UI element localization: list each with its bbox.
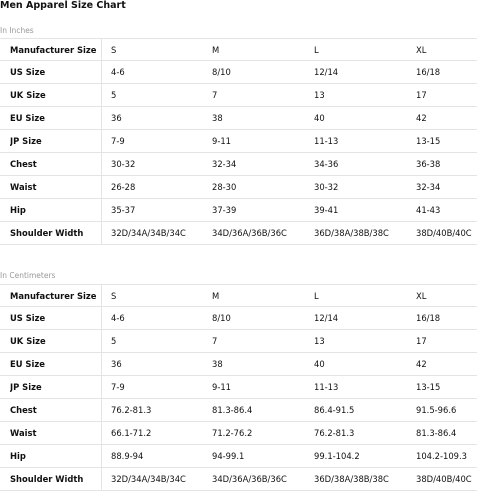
column-divider (101, 422, 102, 444)
column-divider (101, 307, 102, 329)
cell-m: 9-11 (212, 136, 232, 146)
table-row (0, 38, 477, 61)
table-row (0, 84, 477, 107)
row-label: Shoulder Width (10, 228, 84, 238)
table-row (0, 422, 477, 445)
table-row (0, 61, 477, 84)
cell-l: 76.2-81.3 (314, 428, 355, 438)
cell-l: 36D/38A/38B/38C (314, 228, 389, 238)
cell-s: 7-9 (111, 382, 125, 392)
cell-xl: 13-15 (416, 136, 441, 146)
cell-s: 5 (111, 336, 117, 346)
cell-m: M (212, 291, 220, 301)
column-divider (101, 376, 102, 398)
cell-m: 34D/36A/36B/36C (212, 228, 287, 238)
row-label: Shoulder Width (10, 474, 84, 484)
cell-xl: 42 (416, 359, 427, 369)
cell-s: 30-32 (111, 159, 136, 169)
cell-xl: 38D/40B/40C (416, 228, 472, 238)
cell-m: 38 (212, 359, 223, 369)
cell-m: 37-39 (212, 205, 237, 215)
cell-s: 7-9 (111, 136, 125, 146)
cell-m: 8/10 (212, 313, 231, 323)
page-title: Men Apparel Size Chart (0, 0, 126, 11)
cell-s: 36 (111, 359, 122, 369)
row-label: US Size (10, 67, 46, 77)
cell-s: 88.9-94 (111, 451, 144, 461)
row-label: Waist (10, 428, 37, 438)
cell-xl: 13-15 (416, 382, 441, 392)
table-row (0, 399, 477, 422)
row-label: JP Size (10, 136, 42, 146)
column-divider (101, 176, 102, 198)
cell-l: 12/14 (314, 67, 339, 77)
cell-l: 36D/38A/38B/38C (314, 474, 389, 484)
cell-s: 36 (111, 113, 122, 123)
table-row (0, 107, 477, 130)
cell-m: M (212, 45, 220, 55)
column-divider (101, 153, 102, 175)
table-row (0, 130, 477, 153)
cell-s: 76.2-81.3 (111, 405, 152, 415)
row-label: UK Size (10, 336, 46, 346)
row-label: JP Size (10, 382, 42, 392)
cell-m: 28-30 (212, 182, 237, 192)
table-row (0, 307, 477, 330)
column-divider (101, 445, 102, 467)
cell-l: 40 (314, 113, 325, 123)
cell-m: 38 (212, 113, 223, 123)
cell-s: S (111, 45, 117, 55)
table-row (0, 353, 477, 376)
cell-m: 81.3-86.4 (212, 405, 253, 415)
table-row (0, 199, 477, 222)
row-label: EU Size (10, 359, 45, 369)
cell-xl: XL (416, 45, 427, 55)
cell-m: 7 (212, 336, 218, 346)
column-divider (101, 84, 102, 106)
cell-xl: 41-43 (416, 205, 441, 215)
cell-xl: 36-38 (416, 159, 441, 169)
row-label: Hip (10, 451, 26, 461)
column-divider (101, 399, 102, 421)
row-label: Manufacturer Size (10, 291, 97, 301)
cell-s: 4-6 (111, 313, 125, 323)
table-row (0, 176, 477, 199)
cell-xl: 104.2-109.3 (416, 451, 467, 461)
centimeters-size-table (0, 284, 477, 491)
row-label: Hip (10, 205, 26, 215)
column-divider (101, 330, 102, 352)
cell-l: 39-41 (314, 205, 339, 215)
column-divider (101, 130, 102, 152)
cell-xl: XL (416, 291, 427, 301)
table-row (0, 153, 477, 176)
cell-xl: 16/18 (416, 67, 441, 77)
cell-m: 94-99.1 (212, 451, 245, 461)
cell-s: S (111, 291, 117, 301)
cell-m: 32-34 (212, 159, 237, 169)
table-row (0, 330, 477, 353)
column-divider (101, 107, 102, 129)
column-divider (101, 353, 102, 375)
cell-l: 34-36 (314, 159, 339, 169)
cell-s: 26-28 (111, 182, 136, 192)
inches-section-label: In Inches (0, 26, 34, 35)
table-row (0, 376, 477, 399)
cell-s: 32D/34A/34B/34C (111, 228, 186, 238)
cell-xl: 38D/40B/40C (416, 474, 472, 484)
column-divider (101, 468, 102, 490)
cell-m: 34D/36A/36B/36C (212, 474, 287, 484)
cell-xl: 81.3-86.4 (416, 428, 457, 438)
cell-xl: 91.5-96.6 (416, 405, 457, 415)
cell-s: 66.1-71.2 (111, 428, 152, 438)
cell-m: 71.2-76.2 (212, 428, 253, 438)
row-label: Manufacturer Size (10, 45, 97, 55)
cell-l: 30-32 (314, 182, 339, 192)
cell-l: L (314, 291, 319, 301)
cell-xl: 16/18 (416, 313, 441, 323)
cell-s: 35-37 (111, 205, 136, 215)
cell-s: 5 (111, 90, 117, 100)
cell-l: L (314, 45, 319, 55)
centimeters-section-label: In Centimeters (0, 271, 56, 280)
row-label: Waist (10, 182, 37, 192)
cell-l: 11-13 (314, 136, 339, 146)
cell-s: 4-6 (111, 67, 125, 77)
cell-s: 32D/34A/34B/34C (111, 474, 186, 484)
cell-l: 13 (314, 336, 325, 346)
table-row (0, 222, 477, 245)
row-label: US Size (10, 313, 46, 323)
cell-l: 99.1-104.2 (314, 451, 360, 461)
column-divider (101, 39, 102, 61)
cell-l: 86.4-91.5 (314, 405, 355, 415)
row-label: EU Size (10, 113, 45, 123)
cell-xl: 17 (416, 336, 427, 346)
inches-size-table (0, 38, 477, 245)
cell-l: 40 (314, 359, 325, 369)
column-divider (101, 199, 102, 221)
cell-xl: 42 (416, 113, 427, 123)
row-label: UK Size (10, 90, 46, 100)
cell-m: 9-11 (212, 382, 232, 392)
cell-l: 13 (314, 90, 325, 100)
table-row (0, 284, 477, 307)
row-label: Chest (10, 159, 37, 169)
cell-m: 7 (212, 90, 218, 100)
cell-xl: 32-34 (416, 182, 441, 192)
cell-l: 12/14 (314, 313, 339, 323)
cell-l: 11-13 (314, 382, 339, 392)
cell-xl: 17 (416, 90, 427, 100)
column-divider (101, 285, 102, 307)
column-divider (101, 61, 102, 83)
column-divider (101, 222, 102, 244)
row-label: Chest (10, 405, 37, 415)
cell-m: 8/10 (212, 67, 231, 77)
table-row (0, 445, 477, 468)
